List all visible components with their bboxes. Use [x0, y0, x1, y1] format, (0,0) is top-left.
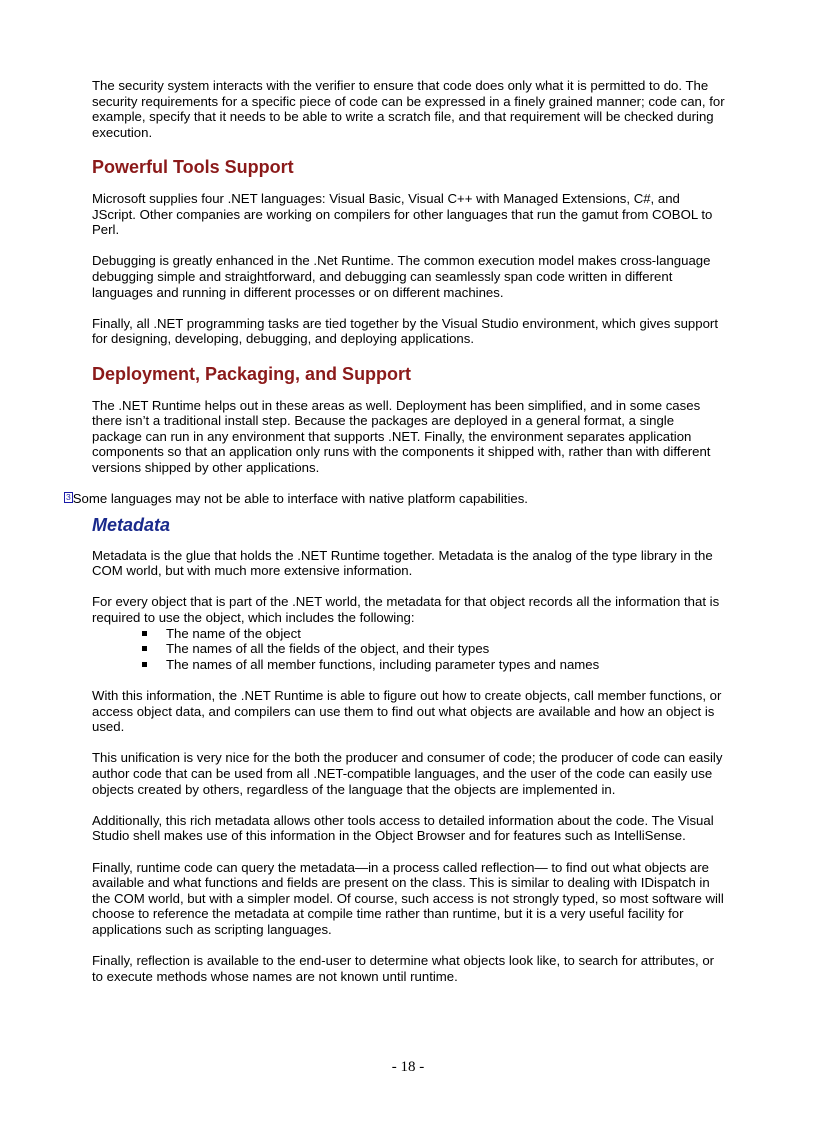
bullet-square-icon	[142, 631, 147, 636]
list-item	[92, 641, 726, 657]
deployment-heading: Deployment, Packaging, and Support	[92, 363, 412, 384]
powerful-tools-heading: Powerful Tools Support	[92, 156, 294, 177]
security-paragraph: The security system interacts with the verifier to ensure that code does only what it is permitted to do. The security requirements for a specific piece of code can be expressed in a finely grained manner; code can, for example, specify that it needs to be able to write a scratch file, and that requirement will be checked during execution.	[92, 78, 725, 140]
metadata-heading: Metadata	[92, 514, 171, 535]
metadata-bullet-list	[92, 626, 726, 673]
deployment-paragraph: The .NET Runtime helps out in these areas as well. Deployment has been simplified, and in some cases there isn’t a traditional install step. Because the packages are deployed in a general format, a single package can run in any environment that supports .NET. Finally, the environment separates application components so that an application only runs with the components it shipped with, rather than with different versions shipped by other applications.	[92, 397, 711, 475]
page-number: - 18 -	[391, 1059, 425, 1075]
footnote-text: Some languages may not be able to interface with native platform capabilities.	[72, 491, 528, 507]
runtime-paragraph: With this information, the .NET Runtime is able to figure out how to create objects, call member functions, or access object data, and compilers can use them to find out what objects are available and how an object is used.	[92, 688, 722, 735]
list-item	[92, 657, 726, 673]
metadata-intro-paragraph: Metadata is the glue that holds the .NET Runtime together. Metadata is the analog of the type library in the COM world, but with much more extensive information.	[92, 547, 713, 579]
metadata-records-paragraph: For every object that is part of the .NET world, the metadata for that object records all the information that is required to use the object, which includes the following:	[92, 594, 720, 626]
end-user-reflection-paragraph: Finally, reflection is available to the end-user to determine what objects look like, to search for attributes, or to execute methods whose names are not known until runtime.	[92, 953, 715, 984]
bullet-square-icon	[142, 662, 147, 667]
reflection-paragraph: Finally, runtime code can query the metadata—in a process called reflection— to find out what objects are available and what functions and fields are present on the class. This is similar to dealing with IDispatch in the COM world, but with a simpler model. Of course, such access is not strongly typed, so most software will choose to reference the metadata at compile time rather than runtime, but it is a very useful facility for applications such as scripting languages.	[92, 859, 724, 937]
footnote	[64, 491, 724, 507]
list-item-text: The names of all the fields of the object, and their types	[166, 641, 490, 657]
tools-access-paragraph: Additionally, this rich metadata allows other tools access to detailed information about the code. The Visual Studio shell makes use of this information in the Object Browser and for features such as IntelliSense.	[92, 812, 714, 844]
list-item-text: The name of the object	[166, 625, 301, 641]
unification-paragraph: This unification is very nice for the both the producer and consumer of code; the producer of code can easily author code that can be used from all .NET-compatible languages, and the user of the code can easily use objects created by others, regardless of the language that the objects are implemented in.	[92, 750, 723, 797]
visual-studio-paragraph: Finally, all .NET programming tasks are tied together by the Visual Studio environment, which gives support for designing, developing, debugging, and deploying applications.	[92, 315, 718, 347]
footnote-ref-link[interactable]: 3	[66, 492, 71, 503]
bullet-square-icon	[142, 646, 147, 651]
debugging-paragraph: Debugging is greatly enhanced in the .Net Runtime. The common execution model makes cross-language debugging simple and straightforward, and debugging can seamlessly span code written in different languages and running in different processes or on different machines.	[92, 253, 711, 300]
languages-paragraph: Microsoft supplies four .NET languages: Visual Basic, Visual C++ with Managed Extensions, C#, and JScript. Other companies are working on compilers for other languages that run the gamut from COBOL to Perl.	[92, 190, 713, 238]
list-item-text: The names of all member functions, including parameter types and names	[166, 656, 600, 672]
list-item	[92, 626, 726, 642]
page-content	[66, 78, 726, 984]
